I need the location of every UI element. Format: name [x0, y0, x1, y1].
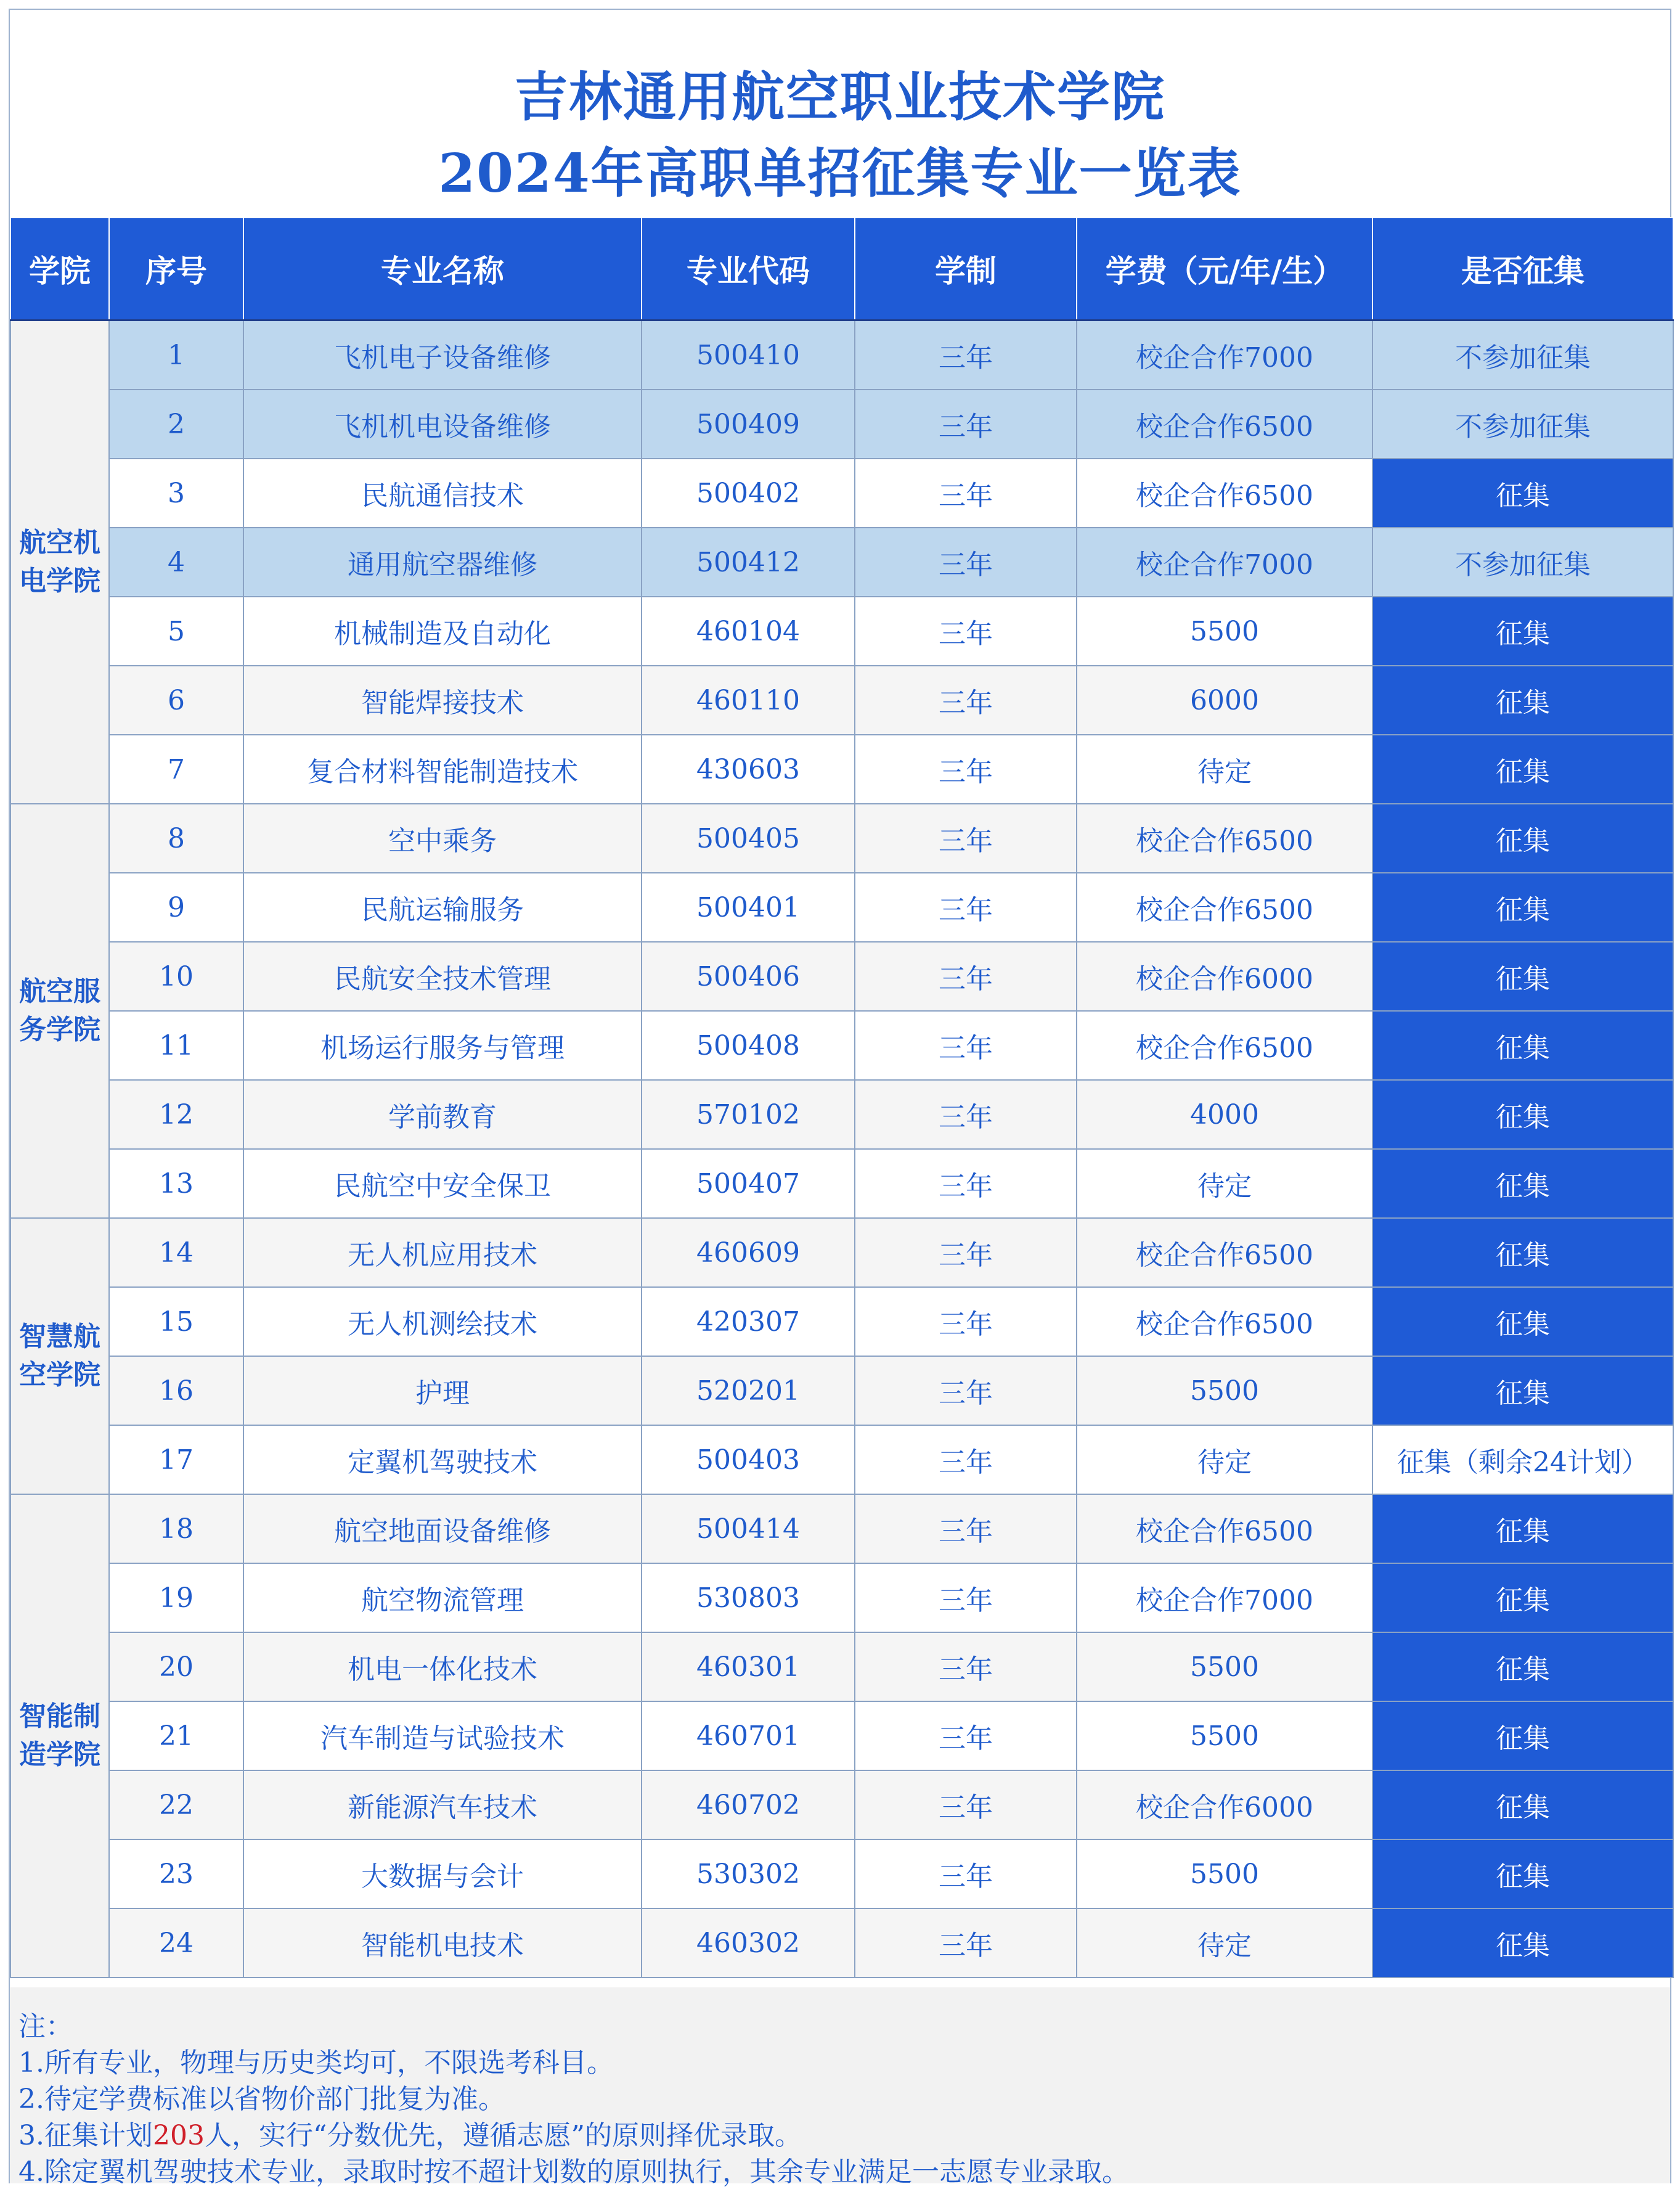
note-3-prefix: 3.征集计划: [18, 2120, 153, 2151]
table-row: [10, 666, 1673, 735]
recruit-status-cell: 征集: [1372, 597, 1673, 666]
major-name-cell: 民航安全技术管理: [243, 942, 642, 1011]
table-body: [10, 321, 1673, 1978]
duration-cell: 三年: [855, 1011, 1077, 1080]
tuition-cell: 待定: [1077, 735, 1372, 804]
duration-cell: 三年: [855, 1356, 1077, 1425]
tuition-cell: 校企合作6500: [1077, 1011, 1372, 1080]
major-code-cell: 500407: [642, 1149, 855, 1218]
tuition-cell: 5500: [1077, 1839, 1372, 1908]
major-name-cell: 大数据与会计: [243, 1839, 642, 1908]
tuition-cell: 校企合作6500: [1077, 1218, 1372, 1287]
tuition-cell: 5500: [1077, 1701, 1372, 1770]
row-number-cell: 16: [109, 1356, 243, 1425]
note-3: [18, 2117, 1670, 2154]
table-row: [10, 390, 1673, 459]
major-code-cell: 500412: [642, 528, 855, 597]
recruit-status-cell: 征集: [1372, 942, 1673, 1011]
header-recruit-status: 是否征集: [1372, 218, 1673, 321]
recruit-status-cell: 征集: [1372, 1287, 1673, 1356]
row-number-cell: 24: [109, 1908, 243, 1977]
major-code-cell: 500414: [642, 1494, 855, 1563]
major-code-cell: 460609: [642, 1218, 855, 1287]
recruit-status-cell: 征集: [1372, 1080, 1673, 1149]
row-number-cell: 20: [109, 1632, 243, 1701]
duration-cell: 三年: [855, 666, 1077, 735]
table-row: [10, 321, 1673, 390]
table-row: [10, 1632, 1673, 1701]
recruit-status-cell: 征集: [1372, 1149, 1673, 1218]
header-tuition: 学费（元/年/生）: [1077, 218, 1372, 321]
duration-cell: 三年: [855, 1701, 1077, 1770]
major-code-cell: 570102: [642, 1080, 855, 1149]
table-row: [10, 597, 1673, 666]
table-row: [10, 1908, 1673, 1977]
row-number-cell: 22: [109, 1770, 243, 1839]
major-name-cell: 护理: [243, 1356, 642, 1425]
duration-cell: 三年: [855, 1908, 1077, 1977]
recruit-status-cell: 征集: [1372, 873, 1673, 942]
major-name-cell: 汽车制造与试验技术: [243, 1701, 642, 1770]
major-name-cell: 民航通信技术: [243, 459, 642, 528]
recruit-status-cell: 征集: [1372, 735, 1673, 804]
row-number-cell: 18: [109, 1494, 243, 1563]
tuition-cell: 校企合作7000: [1077, 1563, 1372, 1632]
majors-table: [10, 217, 1674, 1978]
title-subtitle: 2024年高职单招征集专业一览表: [438, 142, 1242, 205]
major-code-cell: 500405: [642, 804, 855, 873]
major-name-cell: 民航空中安全保卫: [243, 1149, 642, 1218]
tuition-cell: 5500: [1077, 1356, 1372, 1425]
recruit-status-cell: 征集: [1372, 1839, 1673, 1908]
tuition-cell: 校企合作6500: [1077, 459, 1372, 528]
major-code-cell: 430603: [642, 735, 855, 804]
duration-cell: 三年: [855, 1770, 1077, 1839]
table-row: [10, 1563, 1673, 1632]
major-code-cell: 460702: [642, 1770, 855, 1839]
recruit-status-cell: 征集: [1372, 459, 1673, 528]
header-number: 序号: [109, 218, 243, 321]
row-number-cell: 14: [109, 1218, 243, 1287]
tuition-cell: 校企合作6500: [1077, 1287, 1372, 1356]
major-code-cell: 420307: [642, 1287, 855, 1356]
duration-cell: 三年: [855, 1632, 1077, 1701]
duration-cell: 三年: [855, 1287, 1077, 1356]
table-row: [10, 1287, 1673, 1356]
tuition-cell: 待定: [1077, 1149, 1372, 1218]
row-number-cell: 5: [109, 597, 243, 666]
recruit-status-cell: 征集: [1372, 1770, 1673, 1839]
college-name-cell: 航空服务学院: [10, 804, 109, 1218]
header-major-code: 专业代码: [642, 218, 855, 321]
tuition-cell: 4000: [1077, 1080, 1372, 1149]
row-number-cell: 6: [109, 666, 243, 735]
major-code-cell: 500410: [642, 321, 855, 390]
row-number-cell: 4: [109, 528, 243, 597]
major-name-cell: 定翼机驾驶技术: [243, 1425, 642, 1494]
table-row: [10, 1425, 1673, 1494]
recruit-status-cell: 征集: [1372, 666, 1673, 735]
row-number-cell: 12: [109, 1080, 243, 1149]
table-row: [10, 1080, 1673, 1149]
table-row: [10, 1494, 1673, 1563]
major-code-cell: 460302: [642, 1908, 855, 1977]
row-number-cell: 1: [109, 321, 243, 390]
major-code-cell: 530302: [642, 1839, 855, 1908]
college-name-cell: 智能制造学院: [10, 1494, 109, 1977]
major-name-cell: 机场运行服务与管理: [243, 1011, 642, 1080]
table-row: [10, 735, 1673, 804]
major-code-cell: 500401: [642, 873, 855, 942]
tuition-cell: 待定: [1077, 1908, 1372, 1977]
row-number-cell: 19: [109, 1563, 243, 1632]
recruit-status-cell: 征集: [1372, 1494, 1673, 1563]
tuition-cell: 5500: [1077, 1632, 1372, 1701]
major-name-cell: 学前教育: [243, 1080, 642, 1149]
duration-cell: 三年: [855, 1563, 1077, 1632]
row-number-cell: 15: [109, 1287, 243, 1356]
header-college: 学院: [10, 218, 109, 321]
tuition-cell: 校企合作6500: [1077, 390, 1372, 459]
row-number-cell: 9: [109, 873, 243, 942]
duration-cell: 三年: [855, 390, 1077, 459]
note-3-plan-number: 203: [152, 2120, 205, 2151]
note-1: 1.所有专业，物理与历史类均可，不限选考科目。: [18, 2047, 614, 2079]
tuition-cell: 6000: [1077, 666, 1372, 735]
table-row: [10, 1356, 1673, 1425]
major-name-cell: 航空物流管理: [243, 1563, 642, 1632]
table-row: [10, 1011, 1673, 1080]
duration-cell: 三年: [855, 1218, 1077, 1287]
duration-cell: 三年: [855, 1149, 1077, 1218]
duration-cell: 三年: [855, 1839, 1077, 1908]
major-name-cell: 复合材料智能制造技术: [243, 735, 642, 804]
row-number-cell: 10: [109, 942, 243, 1011]
duration-cell: 三年: [855, 1494, 1077, 1563]
row-number-cell: 13: [109, 1149, 243, 1218]
table-row: [10, 459, 1673, 528]
major-code-cell: 460301: [642, 1632, 855, 1701]
tuition-cell: 待定: [1077, 1425, 1372, 1494]
major-name-cell: 空中乘务: [243, 804, 642, 873]
major-name-cell: 飞机电子设备维修: [243, 321, 642, 390]
major-code-cell: 500406: [642, 942, 855, 1011]
recruit-status-cell: 征集: [1372, 1908, 1673, 1977]
tuition-cell: 5500: [1077, 597, 1372, 666]
table-row: [10, 1149, 1673, 1218]
table-row: [10, 528, 1673, 597]
recruit-status-cell: 不参加征集: [1372, 390, 1673, 459]
major-name-cell: 新能源汽车技术: [243, 1770, 642, 1839]
duration-cell: 三年: [855, 597, 1077, 666]
row-number-cell: 7: [109, 735, 243, 804]
title-school: 吉林通用航空职业技术学院: [515, 66, 1165, 128]
duration-cell: 三年: [855, 459, 1077, 528]
row-number-cell: 11: [109, 1011, 243, 1080]
duration-cell: 三年: [855, 804, 1077, 873]
table-row: [10, 1770, 1673, 1839]
tuition-cell: 校企合作6000: [1077, 1770, 1372, 1839]
duration-cell: 三年: [855, 1080, 1077, 1149]
row-number-cell: 2: [109, 390, 243, 459]
major-code-cell: 520201: [642, 1356, 855, 1425]
table-row: [10, 1839, 1673, 1908]
notes-section: [10, 1987, 1670, 2188]
header-duration: 学制: [855, 218, 1077, 321]
table-row: [10, 1218, 1673, 1287]
recruit-status-cell: 征集: [1372, 804, 1673, 873]
note-2: 2.待定学费标准以省物价部门批复为准。: [18, 2084, 505, 2115]
major-name-cell: 机械制造及自动化: [243, 597, 642, 666]
major-code-cell: 500402: [642, 459, 855, 528]
major-name-cell: 通用航空器维修: [243, 528, 642, 597]
duration-cell: 三年: [855, 1425, 1077, 1494]
note-3-suffix: 人，实行“分数优先，遵循志愿”的原则择优录取。: [204, 2120, 802, 2151]
notes-heading: 注：: [18, 2011, 73, 2042]
major-name-cell: 飞机机电设备维修: [243, 390, 642, 459]
document-page: [9, 9, 1671, 2188]
recruit-status-cell: 征集: [1372, 1011, 1673, 1080]
recruit-status-cell: 不参加征集: [1372, 528, 1673, 597]
recruit-status-cell: 不参加征集: [1372, 321, 1673, 390]
note-4: 4.除定翼机驾驶技术专业，录取时按不超计划数的原则执行，其余专业满足一志愿专业录取。: [18, 2156, 1129, 2188]
tuition-cell: 校企合作7000: [1077, 528, 1372, 597]
tuition-cell: 校企合作6500: [1077, 873, 1372, 942]
row-number-cell: 8: [109, 804, 243, 873]
major-name-cell: 民航运输服务: [243, 873, 642, 942]
recruit-status-cell: 征集: [1372, 1563, 1673, 1632]
duration-cell: 三年: [855, 528, 1077, 597]
title-block: [10, 10, 1670, 217]
header-major-name: 专业名称: [243, 218, 642, 321]
tuition-cell: 校企合作6500: [1077, 804, 1372, 873]
duration-cell: 三年: [855, 321, 1077, 390]
tuition-cell: 校企合作7000: [1077, 321, 1372, 390]
major-name-cell: 无人机应用技术: [243, 1218, 642, 1287]
tuition-cell: 校企合作6500: [1077, 1494, 1372, 1563]
tuition-cell: 校企合作6000: [1077, 942, 1372, 1011]
major-code-cell: 500403: [642, 1425, 855, 1494]
major-name-cell: 无人机测绘技术: [243, 1287, 642, 1356]
duration-cell: 三年: [855, 942, 1077, 1011]
duration-cell: 三年: [855, 735, 1077, 804]
row-number-cell: 17: [109, 1425, 243, 1494]
recruit-status-cell: 征集: [1372, 1218, 1673, 1287]
table-row: [10, 804, 1673, 873]
recruit-status-cell: 征集: [1372, 1701, 1673, 1770]
major-name-cell: 航空地面设备维修: [243, 1494, 642, 1563]
recruit-status-cell: 征集: [1372, 1632, 1673, 1701]
recruit-status-cell: 征集（剩余24计划）: [1372, 1425, 1673, 1494]
table-row: [10, 1701, 1673, 1770]
major-name-cell: 智能机电技术: [243, 1908, 642, 1977]
row-number-cell: 23: [109, 1839, 243, 1908]
major-code-cell: 500409: [642, 390, 855, 459]
major-name-cell: 智能焊接技术: [243, 666, 642, 735]
major-code-cell: 500408: [642, 1011, 855, 1080]
table-row: [10, 942, 1673, 1011]
college-name-cell: 航空机电学院: [10, 321, 109, 804]
major-code-cell: 460110: [642, 666, 855, 735]
table-row: [10, 873, 1673, 942]
duration-cell: 三年: [855, 873, 1077, 942]
recruit-status-cell: 征集: [1372, 1356, 1673, 1425]
row-number-cell: 3: [109, 459, 243, 528]
major-code-cell: 460104: [642, 597, 855, 666]
major-code-cell: 530803: [642, 1563, 855, 1632]
major-code-cell: 460701: [642, 1701, 855, 1770]
row-number-cell: 21: [109, 1701, 243, 1770]
college-name-cell: 智慧航空学院: [10, 1218, 109, 1494]
table-header-row: [10, 218, 1673, 321]
major-name-cell: 机电一体化技术: [243, 1632, 642, 1701]
